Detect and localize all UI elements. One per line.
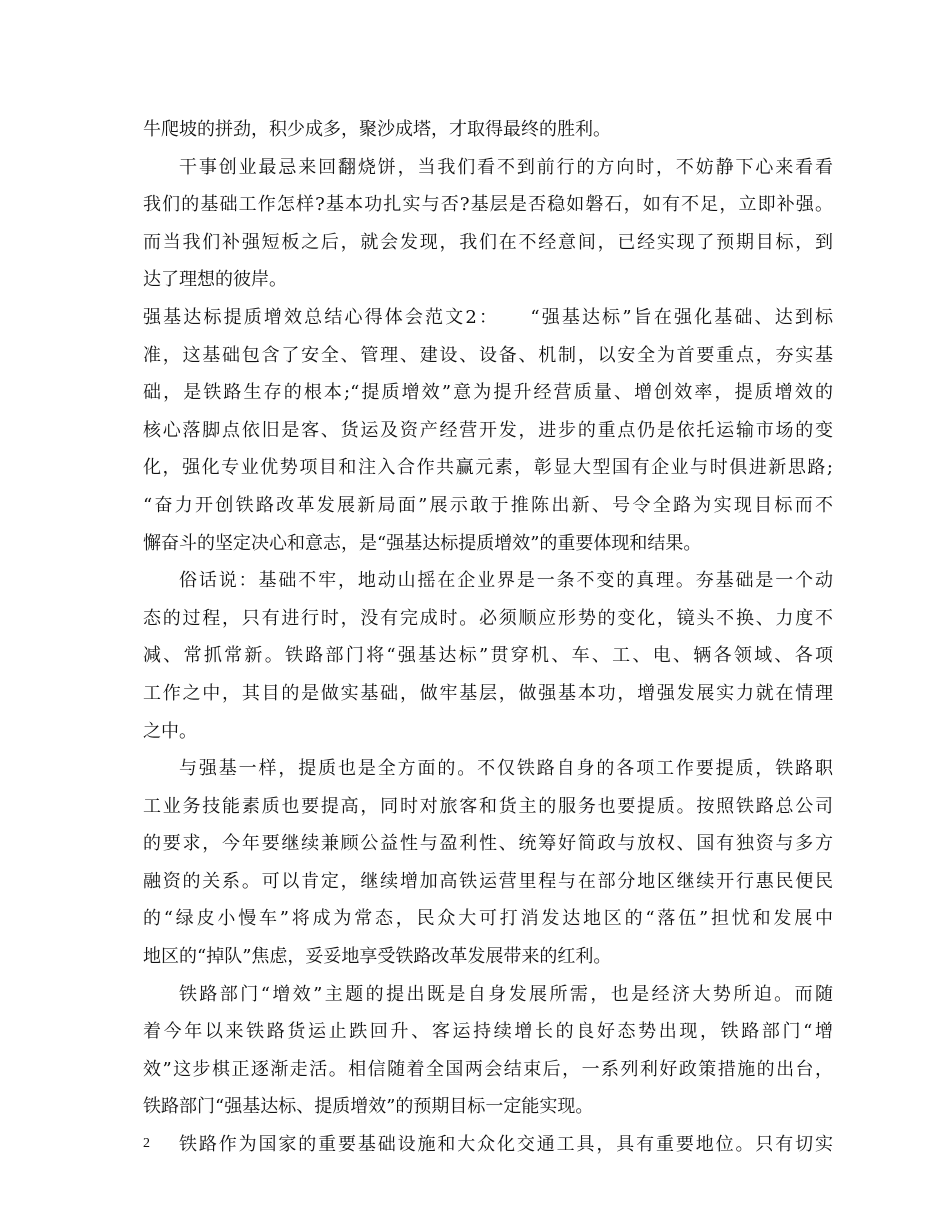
text-line: 础，是铁路生存的根本;“提质增效”意为提升经营质量、增创效率，提质增效的 bbox=[143, 382, 833, 404]
text-line: 减、常抓常新。铁路部门将“强基达标”贯穿机、车、工、电、辆各领域、各项 bbox=[143, 645, 833, 667]
text-line: 铁路部门“增效”主题的提出既是自身发展所需，也是经济大势所迫。而随 bbox=[179, 983, 833, 1005]
text-line: 准，这基础包含了安全、管理、建设、设备、机制，以安全为首要重点，夯实基 bbox=[143, 344, 833, 366]
text-line: 我们的基础工作怎样?基本功扎实与否?基层是否稳如磐石，如有不足，立即补强。 bbox=[143, 194, 833, 216]
text-line: 着今年以来铁路货运止跌回升、客运持续增长的良好态势出现，铁路部门“增 bbox=[143, 1021, 833, 1043]
text-line: 与强基一样，提质也是全方面的。不仅铁路自身的各项工作要提质，铁路职 bbox=[179, 758, 833, 780]
text-line: 铁路作为国家的重要基础设施和大众化交通工具，具有重要地位。只有切实 bbox=[179, 1134, 833, 1156]
text-line: 融资的关系。可以肯定，继续增加高铁运营里程与在部分地区继续开行惠民便民 bbox=[143, 870, 833, 892]
text-line: 的要求，今年要继续兼顾公益性与盈利性、统筹好简政与放权、国有独资与多方 bbox=[143, 833, 833, 855]
text-line: 地区的“掉队”焦虑，妥妥地享受铁路改革发展带来的红利。 bbox=[143, 946, 612, 968]
text-line: 懈奋斗的坚定决心和意志，是“强基达标提质增效”的重要体现和结果。 bbox=[143, 532, 702, 554]
text-line: 化，强化专业优势项目和注入合作共赢元素，彰显大型国有企业与时俱进新思路; bbox=[143, 457, 833, 479]
text-line: 而当我们补强短板之后，就会发现，我们在不经意间，已经实现了预期目标，到 bbox=[143, 231, 833, 253]
text-line: 态的过程，只有进行时，没有完成时。必须顺应形势的变化，镜头不换、力度不 bbox=[143, 607, 833, 629]
text-line: 强基达标提质增效总结心得体会范文2： “强基达标”旨在强化基础、达到标 bbox=[143, 306, 833, 328]
text-line: 核心落脚点依旧是客、货运及资产经营开发，进步的重点仍是依托运输市场的变 bbox=[143, 419, 833, 441]
text-line: 的“绿皮小慢车”将成为常态，民众大可打消发达地区的“落伍”担忧和发展中 bbox=[143, 908, 833, 930]
text-line: 之中。 bbox=[143, 720, 197, 742]
text-line: “奋力开创铁路改革发展新局面”展示敢于推陈出新、号令全路为实现目标而不 bbox=[143, 494, 833, 516]
text-line: 效”这步棋正逐渐走活。相信随着全国两会结束后，一系列利好政策措施的出台， bbox=[143, 1058, 833, 1080]
text-line: 牛爬坡的拼劲，积少成多，聚沙成塔，才取得最终的胜利。 bbox=[143, 119, 611, 140]
text-line: 工业务技能素质也要提高，同时对旅客和货主的服务也要提质。按照铁路总公司 bbox=[143, 795, 833, 817]
text-line: 达了理想的彼岸。 bbox=[143, 269, 287, 291]
text-line: 工作之中，其目的是做实基础，做牢基层，做强基本功，增强发展实力就在情理 bbox=[143, 682, 833, 704]
text-line: 俗话说：基础不牢，地动山摇在企业界是一条不变的真理。夯基础是一个动 bbox=[179, 570, 833, 592]
page-number: 2 bbox=[143, 1136, 150, 1151]
text-line: 干事创业最忌来回翻烧饼，当我们看不到前行的方向时，不妨静下心来看看 bbox=[179, 156, 833, 178]
text-line: 铁路部门“强基达标、提质增效”的预期目标一定能实现。 bbox=[143, 1096, 594, 1118]
body-text bbox=[143, 111, 833, 1164]
